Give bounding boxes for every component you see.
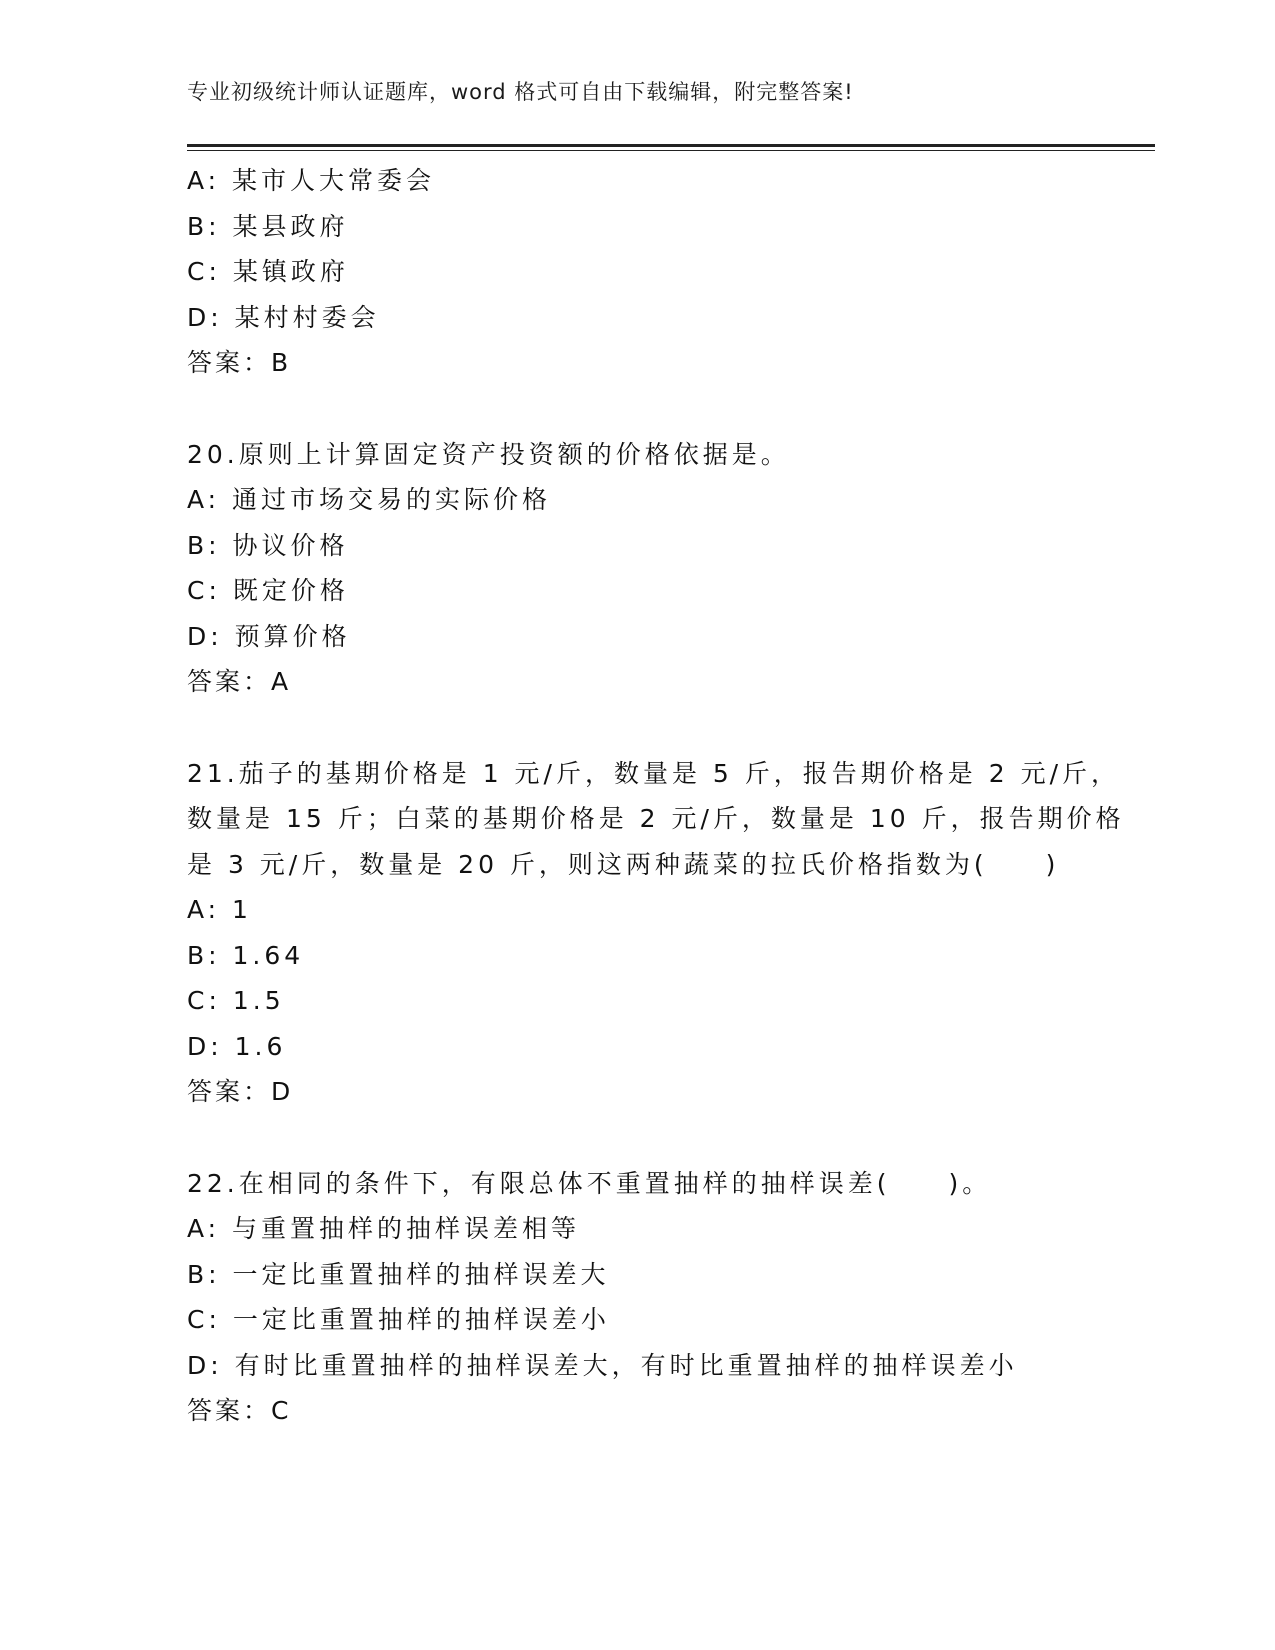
option-c: C: 某镇政府 — [187, 257, 349, 286]
question-block — [187, 158, 1155, 386]
question-block — [187, 432, 1155, 705]
option-c: C: 一定比重置抽样的抽样误差小 — [187, 1305, 610, 1334]
option-c: C: 1.5 — [187, 986, 285, 1015]
option-b: B: 1.64 — [187, 940, 305, 970]
answer-value: C — [271, 1396, 291, 1425]
option-d: D: 预算价格 — [187, 621, 351, 651]
question-block — [187, 751, 1155, 1115]
question-text: 22.在相同的条件下，有限总体不重置抽样的抽样误差( )。 — [187, 1168, 992, 1198]
question-block — [187, 1161, 1155, 1434]
question-text-line-1: 21.茄子的基期价格是 1 元/斤，数量是 5 斤，报告期价格是 2 元/斤， — [187, 758, 1121, 788]
answer-line: 答案：D — [187, 1077, 293, 1106]
question-text-line-3: 是 3 元/斤，数量是 20 斤，则这两种蔬菜的拉氏价格指数为( ) — [187, 849, 1060, 879]
answer-line: 答案：B — [187, 348, 291, 377]
option-b: B: 某县政府 — [187, 211, 349, 241]
option-a: A: 1 — [187, 895, 252, 924]
answer-value: A — [271, 667, 291, 696]
option-d: D: 有时比重置抽样的抽样误差大，有时比重置抽样的抽样误差小 — [187, 1350, 1018, 1380]
header-rule-thick — [187, 144, 1155, 147]
option-d: D: 1.6 — [187, 1031, 287, 1061]
question-text-line-2: 数量是 15 斤；白菜的基期价格是 2 元/斤，数量是 10 斤，报告期价格 — [187, 804, 1125, 833]
option-b: B: 一定比重置抽样的抽样误差大 — [187, 1259, 610, 1289]
option-b: B: 协议价格 — [187, 530, 349, 560]
page-header: 专业初级统计师认证题库，word 格式可自由下载编辑，附完整答案! — [187, 80, 854, 104]
option-d: D: 某村村委会 — [187, 302, 380, 332]
answer-value: D — [271, 1077, 293, 1106]
option-a: A: 通过市场交易的实际价格 — [187, 485, 552, 514]
answer-line: 答案：C — [187, 1396, 291, 1425]
answer-value: B — [271, 348, 291, 377]
option-a: A: 与重置抽样的抽样误差相等 — [187, 1214, 581, 1243]
option-a: A: 某市人大常委会 — [187, 166, 436, 195]
header-rule-thin — [187, 150, 1155, 151]
question-text: 20.原则上计算固定资产投资额的价格依据是。 — [187, 439, 790, 469]
question-list — [187, 158, 1155, 1434]
option-c: C: 既定价格 — [187, 576, 349, 605]
answer-line: 答案：A — [187, 667, 291, 696]
